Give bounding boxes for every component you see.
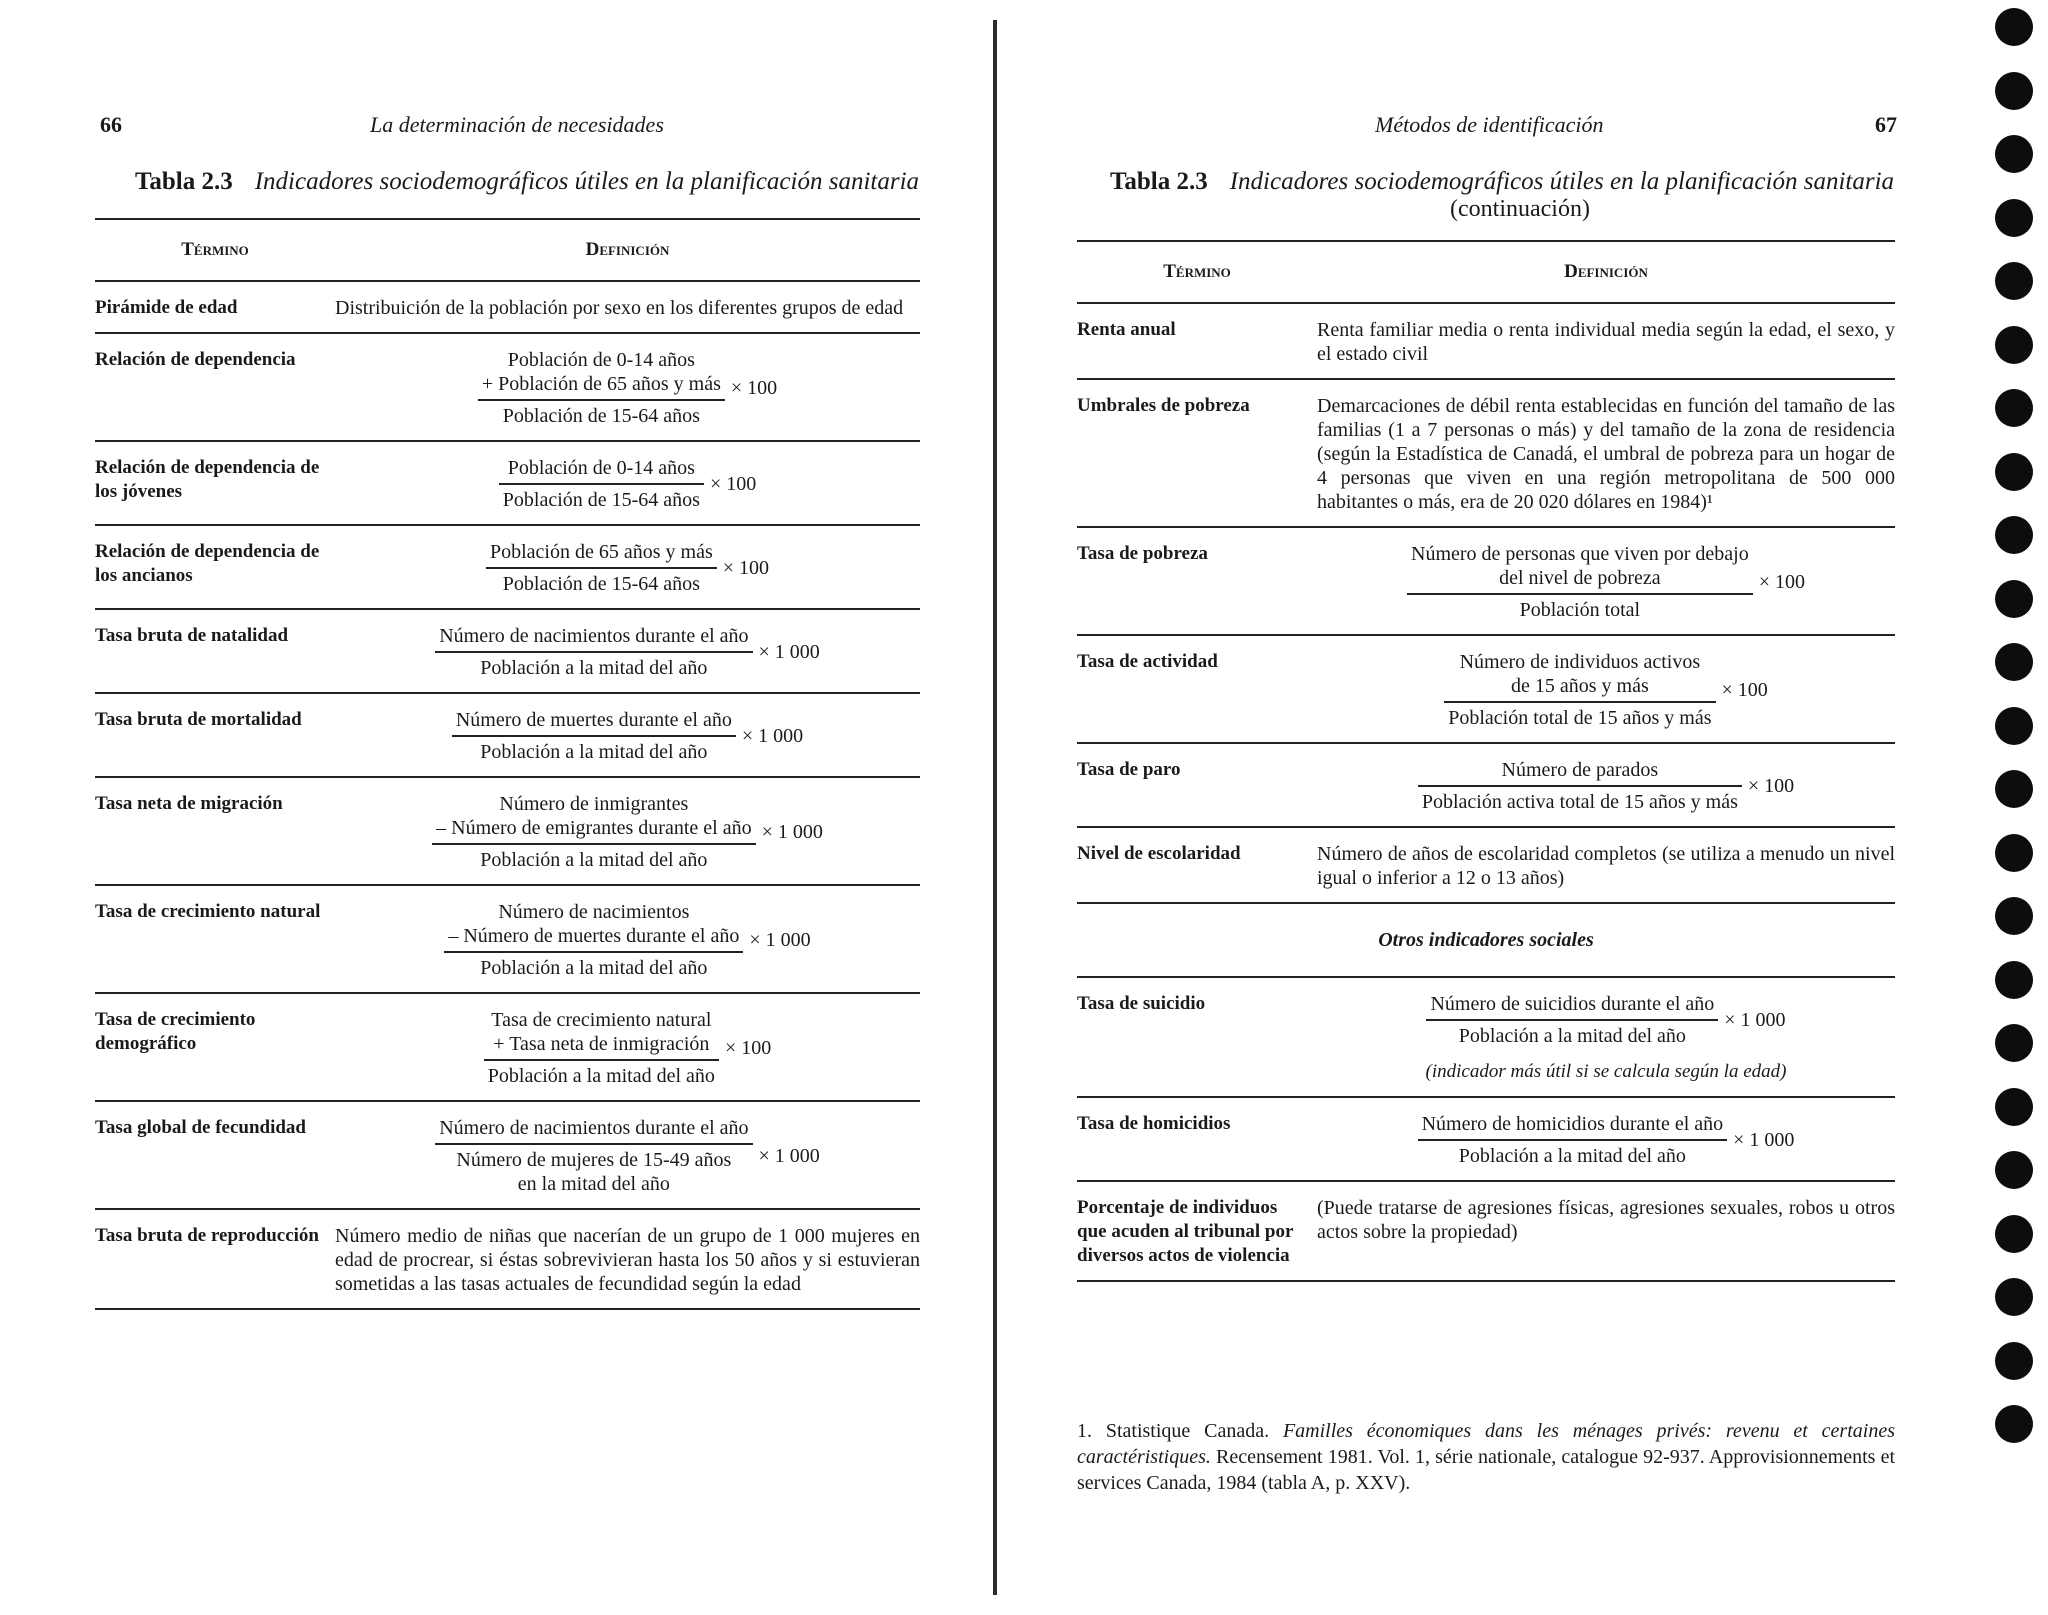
row-term: Umbrales de pobreza <box>1077 395 1250 416</box>
denominator-line: Población total de 15 años y más <box>1448 707 1712 729</box>
footnote-prefix: 1. Statistique Canada. <box>1077 1420 1283 1442</box>
binding-hole <box>1995 8 2033 46</box>
table-label: Tabla 2.3 <box>1110 168 1208 195</box>
denominator-line: Población a la mitad del año <box>1458 1145 1686 1167</box>
row-term: Renta anual <box>1077 319 1176 340</box>
table-row <box>1077 528 1895 636</box>
row-term: Tasa bruta de mortalidad <box>95 709 302 730</box>
row-term: Tasa de paro <box>1077 759 1181 780</box>
binding-hole <box>1995 453 2033 491</box>
row-formula <box>335 540 920 596</box>
table-caption <box>1110 168 1930 223</box>
row-term: Tasa bruta de reproducción <box>95 1225 319 1246</box>
fraction-body <box>484 1008 719 1088</box>
numerator-line: + Población de 65 años y más <box>481 373 721 395</box>
fraction <box>1317 758 1895 814</box>
page-number: 66 <box>100 112 122 137</box>
binding-hole <box>1995 961 2033 999</box>
multiplier: × 100 <box>730 377 778 399</box>
binding-hole <box>1995 1151 2033 1189</box>
binding-hole <box>1995 199 2033 237</box>
multiplier: × 1 000 <box>758 1145 820 1167</box>
row-term: Tasa bruta de natalidad <box>95 625 289 646</box>
fraction-bar <box>1418 1139 1728 1141</box>
table-row <box>95 886 920 994</box>
section-heading: Otros indicadores sociales <box>1077 904 1895 978</box>
numerator-line: Número de inmigrantes <box>499 793 689 815</box>
numerator-line: + Tasa neta de inmigración <box>493 1033 710 1055</box>
fraction-body <box>1407 542 1753 622</box>
row-term: Tasa de homicidios <box>1077 1113 1231 1134</box>
table-row <box>1077 1182 1895 1282</box>
table-header <box>95 218 920 282</box>
row-formula <box>335 708 920 764</box>
book-spine <box>993 20 997 1595</box>
header-term: Término <box>181 239 249 260</box>
binding-hole <box>1995 1278 2033 1316</box>
indicators-table <box>1077 240 1895 1282</box>
numerator-line: Número de parados <box>1501 759 1659 781</box>
row-formula <box>1317 758 1895 814</box>
row-formula <box>335 1008 920 1088</box>
table-row <box>95 442 920 526</box>
row-definition: Renta familiar media o renta individual media según la edad, el sexo, y el estado civil <box>1317 319 1895 365</box>
numerator-line: Número de homicidios durante el año <box>1421 1113 1724 1135</box>
multiplier: × 1 000 <box>749 929 811 951</box>
binding-hole <box>1995 580 2033 618</box>
multiplier: × 100 <box>1747 775 1795 797</box>
row-formula <box>1317 1112 1895 1168</box>
row-formula <box>335 792 920 872</box>
running-head: La determinación de necesidades <box>370 112 664 137</box>
fraction-body <box>435 624 752 680</box>
denominator-line: Población a la mitad del año <box>480 849 708 871</box>
binding-hole <box>1995 72 2033 110</box>
table-row <box>1077 828 1895 904</box>
denominator-line: Población a la mitad del año <box>480 957 708 979</box>
denominator-line: Número de mujeres de 15-49 años <box>456 1149 732 1171</box>
binding-hole <box>1995 707 2033 745</box>
fraction <box>335 792 920 872</box>
binding-hole <box>1995 1215 2033 1253</box>
footnote-title: Familles économiques dans les ménages privés: revenu et certaines caractéristiques. <box>1077 1420 1895 1468</box>
numerator-line: Número de personas que viven por debajo <box>1411 543 1749 565</box>
row-term: Relación de dependencia de los ancianos <box>95 541 320 586</box>
row-formula <box>335 1116 920 1196</box>
fraction-bar <box>1444 701 1715 703</box>
table-row <box>95 282 920 334</box>
table-row <box>95 994 920 1102</box>
numerator-line: Número de nacimientos durante el año <box>439 1117 749 1139</box>
numerator-line: Población de 0-14 años <box>507 349 695 371</box>
denominator-line: Población a la mitad del año <box>480 657 708 679</box>
indicators-table <box>95 218 920 1310</box>
row-definition: Demarcaciones de débil renta establecidas en función del tamaño de las familias (1 a 7 personas o más) y del tamaño de la zona de residencia (según la Estadística de Canadá, el umbral de pobreza para un hogar de 4 personas que viven en una región metropolitana de 500 000 habitantes o más, era de 20 020 dólares en 1984)¹ <box>1317 395 1895 513</box>
row-formula <box>1317 542 1895 622</box>
fraction-bar <box>1426 1019 1718 1021</box>
fraction-bar <box>1407 593 1753 595</box>
fraction-bar <box>1418 785 1742 787</box>
table-row <box>1077 744 1895 828</box>
table-body <box>1077 304 1895 1282</box>
fraction-bar <box>486 567 717 569</box>
row-definition: Distribuición de la población por sexo en los diferentes grupos de edad <box>335 297 904 319</box>
table-continuation: (continuación) <box>1450 196 1590 222</box>
fraction <box>335 348 920 428</box>
row-formula <box>335 900 920 980</box>
table-row <box>95 1102 920 1210</box>
table-row <box>1077 978 1895 1098</box>
binding-hole <box>1995 834 2033 872</box>
fraction <box>335 456 920 512</box>
row-formula <box>335 624 920 680</box>
row-term: Tasa global de fecundidad <box>95 1117 307 1138</box>
row-term: Tasa de actividad <box>1077 651 1218 672</box>
row-term: Pirámide de edad <box>95 297 238 318</box>
fraction-bar <box>484 1059 719 1061</box>
fraction-body <box>499 456 704 512</box>
row-term: Tasa de crecimiento demográfico <box>95 1009 256 1054</box>
binding-hole <box>1995 389 2033 427</box>
denominator-line: Población de 15-64 años <box>502 573 700 595</box>
footnote <box>1077 1418 1895 1496</box>
numerator-line: Número de nacimientos durante el año <box>439 625 749 647</box>
fraction <box>335 900 920 980</box>
fraction-bar <box>452 735 736 737</box>
multiplier: × 1 000 <box>758 641 820 663</box>
multiplier: × 100 <box>1721 679 1768 701</box>
formula-note: (indicador más útil si se calcula según la edad) <box>1425 1061 1787 1082</box>
table-row <box>1077 380 1895 528</box>
denominator-line: Población de 15-64 años <box>502 489 700 511</box>
numerator-line: Número de suicidios durante el año <box>1430 993 1715 1015</box>
fraction <box>335 624 920 680</box>
table-row <box>95 1210 920 1310</box>
binding-hole <box>1995 1405 2033 1443</box>
denominator-line: en la mitad del año <box>517 1173 670 1195</box>
table-row <box>1077 304 1895 380</box>
fraction <box>335 1008 920 1088</box>
binding-hole <box>1995 326 2033 364</box>
fraction-body <box>1418 758 1742 814</box>
denominator-line: Población total <box>1519 599 1641 621</box>
page-number: 67 <box>1875 112 1897 137</box>
table-row <box>95 526 920 610</box>
row-term: Tasa de crecimiento natural <box>95 901 321 922</box>
fraction-body <box>444 900 743 980</box>
row-formula <box>335 456 920 512</box>
binding-hole <box>1995 135 2033 173</box>
multiplier: × 1 000 <box>741 725 804 747</box>
table-caption <box>135 168 975 196</box>
numerator-line: – Número de muertes durante el año <box>448 925 740 947</box>
denominator-line: Población a la mitad del año <box>1458 1025 1686 1047</box>
numerator-line: de 15 años y más <box>1510 675 1649 697</box>
table-row <box>95 334 920 442</box>
row-definition: Número de años de escolaridad completos (se utiliza a menudo un nivel igual o inferior a 12 o 13 años) <box>1317 843 1895 889</box>
multiplier: × 1 000 <box>1733 1129 1795 1151</box>
multiplier: × 100 <box>709 473 757 495</box>
numerator-line: Población de 0-14 años <box>507 457 695 479</box>
fraction <box>1317 992 1895 1048</box>
binding-hole <box>1995 643 2033 681</box>
multiplier: × 100 <box>722 557 770 579</box>
row-term: Relación de dependencia de los jóvenes <box>95 457 320 502</box>
row-definition: (Puede tratarse de agresiones físicas, agresiones sexuales, robos u otros actos sobre la propiedad) <box>1317 1197 1895 1243</box>
fraction-bar <box>499 483 704 485</box>
numerator-line: Número de individuos activos <box>1459 651 1701 673</box>
numerator-line: Número de muertes durante el año <box>455 709 732 731</box>
numerator-line: del nivel de pobreza <box>1499 567 1661 589</box>
denominator-line: Población a la mitad del año <box>480 741 708 763</box>
table-title: Indicadores sociodemográficos útiles en la planificación sanitaria <box>254 168 920 195</box>
numerator-line: – Número de emigrantes durante el año <box>436 817 752 839</box>
multiplier: × 1 000 <box>761 821 823 843</box>
fraction-body <box>1418 1112 1728 1168</box>
fraction-bar <box>432 843 755 845</box>
fraction-bar <box>478 399 725 401</box>
numerator-line: Número de nacimientos <box>498 901 690 923</box>
binding-hole <box>1995 516 2033 554</box>
binding-hole <box>1995 1024 2033 1062</box>
fraction <box>1317 650 1895 730</box>
header-term: Término <box>1163 261 1231 282</box>
binding-hole <box>1995 770 2033 808</box>
left-page <box>0 0 990 1615</box>
table-row <box>95 610 920 694</box>
fraction <box>335 1116 920 1196</box>
fraction <box>1317 1112 1895 1168</box>
fraction-body <box>452 708 736 764</box>
table-title: Indicadores sociodemográficos útiles en la planificación sanitaria <box>1229 168 1895 195</box>
table-header <box>1077 240 1895 304</box>
fraction-bar <box>435 1143 752 1145</box>
table-row <box>95 694 920 778</box>
table-row <box>1077 1098 1895 1182</box>
binding-hole <box>1995 1088 2033 1126</box>
footnote-rest: Recensement 1981. Vol. 1, série nationale, catalogue 92-937. Approvisionnements et services Canada, 1984 (tabla A, p. XXV). <box>1077 1446 1895 1494</box>
fraction-body <box>432 792 755 872</box>
fraction-body <box>486 540 717 596</box>
fraction <box>1317 542 1895 622</box>
multiplier: × 100 <box>724 1037 772 1059</box>
multiplier: × 1 000 <box>1724 1009 1786 1031</box>
binding-hole <box>1995 1342 2033 1380</box>
row-term: Nivel de escolaridad <box>1077 843 1241 864</box>
row-definition: Número medio de niñas que nacerían de un grupo de 1 000 mujeres en edad de procrear, si éstas sobrevivieran hasta los 50 años y si estuvieran sometidas a las tasas actuales de fecundidad según la edad <box>335 1225 920 1295</box>
row-term: Tasa de pobreza <box>1077 543 1208 564</box>
binding-hole <box>1995 262 2033 300</box>
header-definition: Definición <box>585 239 670 260</box>
fraction <box>335 708 920 764</box>
binding-hole <box>1995 897 2033 935</box>
table-row <box>95 778 920 886</box>
fraction-body <box>1426 992 1718 1048</box>
multiplier: × 100 <box>1758 571 1805 593</box>
row-term: Porcentaje de individuos que acuden al tribunal por diversos actos de violencia <box>1077 1197 1294 1266</box>
fraction <box>335 540 920 596</box>
row-formula <box>1317 992 1895 1084</box>
row-formula <box>335 348 920 428</box>
table-body <box>95 282 920 1310</box>
fraction-bar <box>435 651 752 653</box>
row-term: Tasa neta de migración <box>95 793 283 814</box>
fraction-bar <box>444 951 743 953</box>
fraction-body <box>1444 650 1715 730</box>
numerator-line: Tasa de crecimiento natural <box>491 1009 712 1031</box>
fraction-body <box>478 348 725 428</box>
denominator-line: Población a la mitad del año <box>487 1065 715 1087</box>
table-row <box>1077 636 1895 744</box>
row-term: Relación de dependencia <box>95 349 296 370</box>
row-term: Tasa de suicidio <box>1077 993 1206 1014</box>
table-label: Tabla 2.3 <box>135 168 233 195</box>
denominator-line: Población activa total de 15 años y más <box>1421 791 1738 813</box>
binding-holes <box>1995 0 2045 1615</box>
fraction-body <box>435 1116 752 1196</box>
header-definition: Definición <box>1564 261 1648 282</box>
running-head: Métodos de identificación <box>1375 112 1604 137</box>
right-page <box>1000 0 2000 1615</box>
row-formula <box>1317 650 1895 730</box>
denominator-line: Población de 15-64 años <box>502 405 700 427</box>
numerator-line: Población de 65 años y más <box>489 541 713 563</box>
